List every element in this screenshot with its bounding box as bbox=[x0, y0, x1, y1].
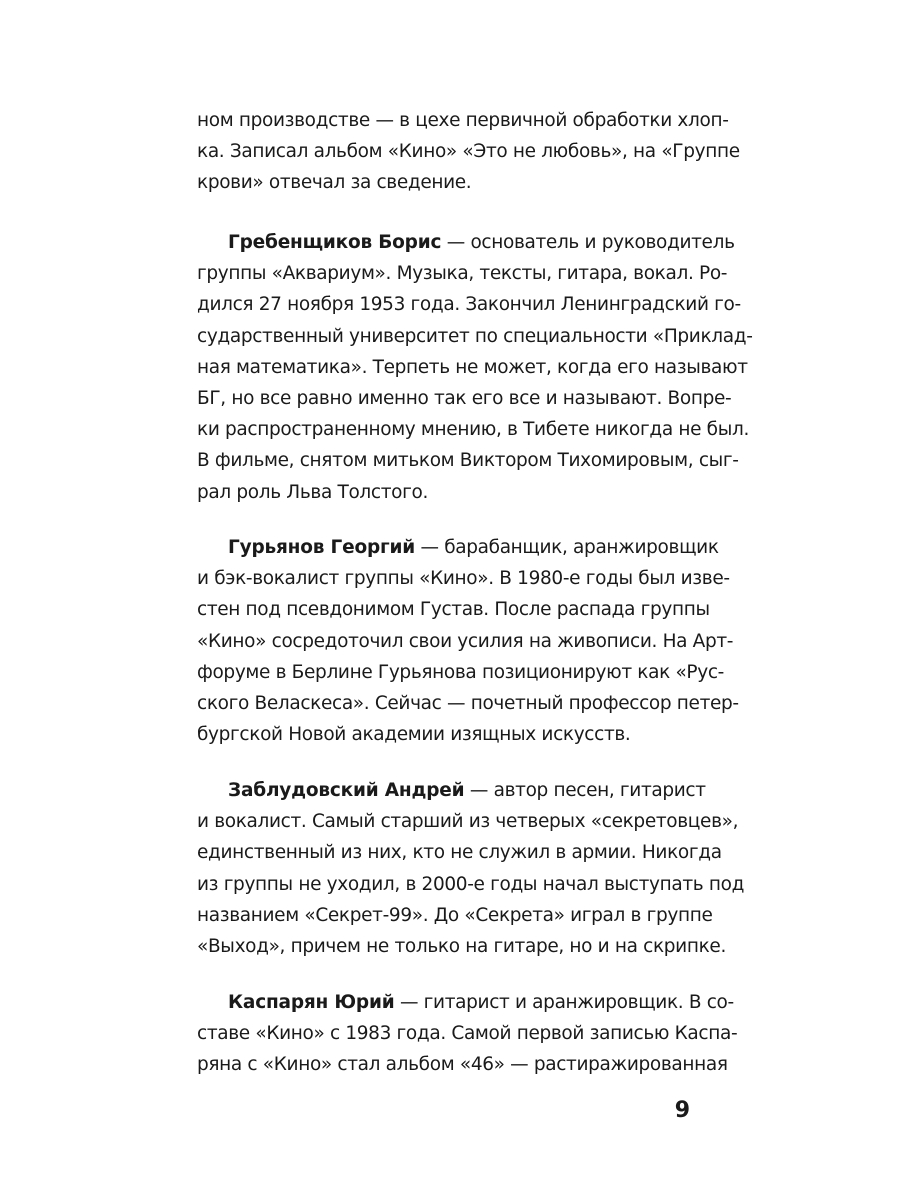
text-line: «Кино» сосредоточил свои усилия на живописи. На Арт- bbox=[197, 630, 734, 652]
text-line: названием «Секрет-99». До «Секрета» играл в группе bbox=[197, 904, 713, 926]
entry-name: Гурьянов Георгий bbox=[228, 537, 415, 558]
entry-guryanov bbox=[197, 532, 739, 750]
text-line: «Выход», причем не только на гитаре, но и на скрипке. bbox=[197, 936, 726, 958]
entry-first-rest: — автор песен, гитарист bbox=[464, 780, 706, 801]
text-line: ки распространенному мнению, в Тибете никогда не был. bbox=[197, 419, 749, 441]
text-line: бургской Новой академии изящных искусств. bbox=[197, 724, 631, 746]
entry-name: Каспарян Юрий bbox=[228, 992, 395, 1013]
text-line: и вокалист. Самый старший из четверых «секретовцев», bbox=[197, 811, 739, 833]
entry-first-line bbox=[197, 987, 734, 1018]
text-line: ставе «Кино» с 1983 года. Самой первой записью Каспа- bbox=[197, 1023, 738, 1045]
entry-first-line bbox=[197, 227, 735, 258]
text-line: из группы не уходил, в 2000-е годы начал выступать под bbox=[197, 873, 745, 895]
text-line: стен под псевдонимом Густав. После распада группы bbox=[197, 599, 710, 621]
text-line: ном производстве — в цехе первичной обработки хлоп- bbox=[197, 110, 729, 131]
entry-name: Заблудовский Андрей bbox=[228, 780, 465, 801]
text-line: группы «Аквариум». Музыка, тексты, гитара, вокал. Ро- bbox=[197, 263, 728, 285]
entry-first-line bbox=[197, 775, 706, 806]
text-line: единственный из них, кто не служил в армии. Никогда bbox=[197, 842, 722, 864]
entry-zabludovsky bbox=[197, 775, 745, 962]
text-line: ная математика». Терпеть не может, когда его называют bbox=[197, 356, 748, 378]
text-line: и бэк-вокалист группы «Кино». В 1980-е годы был изве- bbox=[197, 568, 730, 590]
text-line: ка. Записал альбом «Кино» «Это не любовь», на «Группе bbox=[197, 141, 740, 163]
text-line: дился 27 ноября 1953 года. Закончил Ленинградский го- bbox=[197, 294, 741, 316]
text-line: БГ, но все равно именно так его все и называют. Вопре- bbox=[197, 388, 732, 410]
text-line: форуме в Берлине Гурьянова позиционируют как «Рус- bbox=[197, 661, 724, 683]
entry-kasparyan bbox=[197, 987, 738, 1081]
text-line: сударственный университет по специальности «Приклад- bbox=[197, 325, 753, 347]
text-line: В фильме, снятом митьком Виктором Тихомировым, сыг- bbox=[197, 450, 739, 472]
entry-first-rest: — барабанщик, аранжировщик bbox=[415, 537, 719, 558]
entry-first-rest: — гитарист и аранжировщик. В со- bbox=[394, 992, 734, 1013]
text-line: ряна с «Кино» стал альбом «46» — растиражированная bbox=[197, 1054, 728, 1076]
entry-name: Гребенщиков Борис bbox=[228, 232, 442, 253]
entry-first-line bbox=[197, 532, 719, 563]
text-line: рал роль Льва Толстого. bbox=[197, 481, 428, 503]
text-line: крови» отвечал за сведение. bbox=[197, 172, 472, 194]
page-number: 9 bbox=[674, 1098, 690, 1123]
text-line: ского Веласкеса». Сейчас — почетный профессор петер- bbox=[197, 693, 739, 715]
entry-grebenshchikov bbox=[197, 227, 753, 508]
entry-first-rest: — основатель и руководитель bbox=[441, 232, 735, 253]
paragraph-continuation bbox=[197, 105, 740, 199]
